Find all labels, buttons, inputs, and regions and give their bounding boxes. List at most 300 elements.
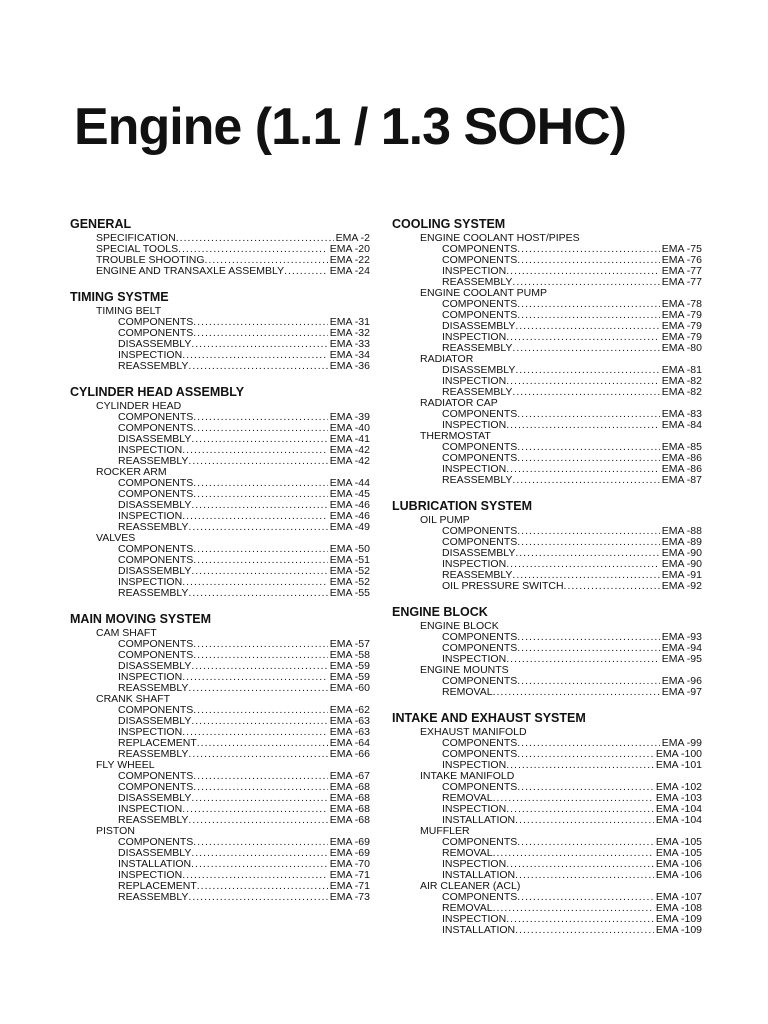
page-ref: EMA -107 <box>655 891 702 903</box>
dot-leader <box>506 376 660 387</box>
page-ref: EMA -70 <box>329 858 370 870</box>
entry-name: INSTALLATION <box>442 814 516 826</box>
entry-name: COMPONENTS <box>118 543 194 555</box>
entry-name: DISASSEMBLY <box>442 547 516 559</box>
entry-name: INSPECTION <box>442 558 507 570</box>
page-ref: EMA -106 <box>655 858 702 870</box>
dot-leader <box>193 639 327 650</box>
entry-name: REMOVAL <box>442 686 493 698</box>
toc-section <box>392 498 702 592</box>
page-ref: EMA -36 <box>329 360 370 372</box>
dot-leader <box>506 464 660 475</box>
toc-entry <box>118 588 370 599</box>
dot-leader <box>493 793 654 804</box>
dot-leader <box>188 361 327 372</box>
entry-name: COMPONENTS <box>118 488 194 500</box>
page-ref: EMA -46 <box>329 499 370 511</box>
dot-leader <box>188 749 327 760</box>
page-ref: EMA -87 <box>661 474 702 486</box>
dot-leader <box>506 859 654 870</box>
entry-name: COMPONENTS <box>442 441 518 453</box>
entry-name: INSTALLATION <box>118 858 192 870</box>
entry-name: COMPONENTS <box>442 781 518 793</box>
entry-name: COMPONENTS <box>118 781 194 793</box>
entry-name: COMPONENTS <box>118 422 194 434</box>
dot-leader <box>193 423 327 434</box>
page-ref: EMA -22 <box>329 254 370 266</box>
dot-leader <box>182 445 328 456</box>
toc-entry <box>442 815 702 826</box>
dot-leader <box>512 475 659 486</box>
page-ref: EMA -78 <box>661 298 702 310</box>
entry-name: COMPONENTS <box>442 675 518 687</box>
page-ref: EMA -95 <box>661 653 702 665</box>
entry-name: INSPECTION <box>442 419 507 431</box>
page-ref: EMA -68 <box>329 792 370 804</box>
entry-name: INSPECTION <box>442 803 507 815</box>
dot-leader <box>515 321 659 332</box>
page-ref: EMA -59 <box>329 660 370 672</box>
dot-leader <box>188 522 327 533</box>
entry-name: COMPONENTS <box>442 298 518 310</box>
subsection-title: VALVES <box>96 532 136 544</box>
entry-name: REASSEMBLY <box>442 276 513 288</box>
toc-entry <box>442 581 702 592</box>
page-ref: EMA -89 <box>661 536 702 548</box>
dot-leader <box>182 804 328 815</box>
toc-entry <box>118 361 370 372</box>
page-ref: EMA -79 <box>661 309 702 321</box>
page-ref: EMA -58 <box>329 649 370 661</box>
toc-entry <box>118 892 370 903</box>
entry-name: COMPONENTS <box>118 477 194 489</box>
page-ref: EMA -80 <box>661 342 702 354</box>
toc-column-right <box>392 216 702 948</box>
entry-name: COMPONENTS <box>118 327 194 339</box>
dot-leader <box>506 266 660 277</box>
page-ref: EMA -42 <box>329 444 370 456</box>
entry-name: COMPONENTS <box>442 737 518 749</box>
page-ref: EMA -69 <box>329 836 370 848</box>
toc-entry <box>118 815 370 826</box>
page-ref: EMA -75 <box>661 243 702 255</box>
entry-name: COMPONENTS <box>442 631 518 643</box>
page-ref: EMA -64 <box>329 737 370 749</box>
dot-leader <box>515 870 654 881</box>
dot-leader <box>188 815 327 826</box>
subsection-title: THERMOSTAT <box>420 430 491 442</box>
dot-leader <box>512 343 659 354</box>
toc-section <box>392 710 702 936</box>
subsection-title: RADIATOR CAP <box>420 397 498 409</box>
page-ref: EMA -63 <box>329 726 370 738</box>
page-ref: EMA -68 <box>329 781 370 793</box>
dot-leader <box>512 387 659 398</box>
page-ref: EMA -52 <box>329 565 370 577</box>
dot-leader <box>188 892 327 903</box>
entry-name: REASSEMBLY <box>118 587 189 599</box>
page-ref: EMA -79 <box>661 331 702 343</box>
entry-name: REPLACEMENT <box>118 880 197 892</box>
entry-name: DISASSEMBLY <box>118 338 192 350</box>
entry-name: COMPONENTS <box>118 704 194 716</box>
entry-name: COMPONENTS <box>118 316 194 328</box>
dot-leader <box>197 738 328 749</box>
page-ref: EMA -40 <box>329 422 370 434</box>
dot-leader <box>515 925 654 936</box>
page-ref: EMA -108 <box>655 902 702 914</box>
dot-leader <box>193 650 327 661</box>
entry-name: DISASSEMBLY <box>118 433 192 445</box>
dot-leader <box>517 676 659 687</box>
entry-name: SPECIAL TOOLS <box>96 243 179 255</box>
page-ref: EMA -85 <box>661 441 702 453</box>
page-ref: EMA -82 <box>661 375 702 387</box>
page-ref: EMA -39 <box>329 411 370 423</box>
section-title: CYLINDER HEAD ASSEMBLY <box>70 385 245 399</box>
subsection-title: ENGINE COOLANT HOST/PIPES <box>420 232 580 244</box>
page-ref: EMA -44 <box>329 477 370 489</box>
page-ref: EMA -88 <box>661 525 702 537</box>
dot-leader <box>493 687 660 698</box>
dot-leader <box>188 683 327 694</box>
section-title: MAIN MOVING SYSTEM <box>70 612 211 626</box>
entry-name: INSTALLATION <box>442 924 516 936</box>
dot-leader <box>506 332 660 343</box>
entry-name: COMPONENTS <box>442 452 518 464</box>
page-ref: EMA -90 <box>661 558 702 570</box>
subsection-title: TIMING BELT <box>96 305 162 317</box>
dot-leader <box>188 456 327 467</box>
entry-name: INSPECTION <box>442 265 507 277</box>
entry-name: INSPECTION <box>118 444 183 456</box>
page-ref: EMA -93 <box>661 631 702 643</box>
subsection-title: MUFFLER <box>420 825 470 837</box>
page-ref: EMA -101 <box>655 759 702 771</box>
dot-leader <box>182 672 328 683</box>
subsection-title: ENGINE COOLANT PUMP <box>420 287 547 299</box>
entry-name: INSPECTION <box>442 913 507 925</box>
page-ref: EMA -82 <box>661 386 702 398</box>
entry-name: REASSEMBLY <box>118 360 189 372</box>
dot-leader <box>506 760 654 771</box>
entry-name: INSPECTION <box>442 653 507 665</box>
entry-name: ENGINE AND TRANSAXLE ASSEMBLY <box>96 265 285 277</box>
page-ref: EMA -106 <box>655 869 702 881</box>
page-title: Engine (1.1 / 1.3 SOHC) <box>74 98 627 156</box>
page-ref: EMA -92 <box>661 580 702 592</box>
toc-entry <box>96 266 370 277</box>
page-ref: EMA -99 <box>661 737 702 749</box>
subsection-title: ROCKER ARM <box>96 466 167 478</box>
page-ref: EMA -90 <box>661 547 702 559</box>
entry-name: COMPONENTS <box>442 309 518 321</box>
entry-name: COMPONENTS <box>442 408 518 420</box>
page-ref: EMA -24 <box>329 265 370 277</box>
entry-name: COMPONENTS <box>118 770 194 782</box>
dot-leader <box>517 837 654 848</box>
page-ref: EMA -109 <box>655 913 702 925</box>
dot-leader <box>176 233 334 244</box>
toc-column-left <box>70 216 370 915</box>
entry-name: COMPONENTS <box>442 836 518 848</box>
page-ref: EMA -81 <box>661 364 702 376</box>
page-ref: EMA -71 <box>329 880 370 892</box>
entry-name: INSPECTION <box>442 759 507 771</box>
dot-leader <box>191 434 327 445</box>
dot-leader <box>191 716 327 727</box>
subsection-title: ENGINE BLOCK <box>420 620 499 632</box>
entry-name: INSPECTION <box>118 576 183 588</box>
entry-name: COMPONENTS <box>442 525 518 537</box>
subsection-title: AIR CLEANER (ACL) <box>420 880 521 892</box>
entry-name: INSPECTION <box>118 869 183 881</box>
page-ref: EMA -59 <box>329 671 370 683</box>
page-ref: EMA -34 <box>329 349 370 361</box>
dot-leader <box>517 255 659 266</box>
page-ref: EMA -50 <box>329 543 370 555</box>
entry-name: INSPECTION <box>118 510 183 522</box>
page-ref: EMA -105 <box>655 847 702 859</box>
dot-leader <box>193 544 327 555</box>
dot-leader <box>193 489 327 500</box>
dot-leader <box>517 409 659 420</box>
page-ref: EMA -69 <box>329 847 370 859</box>
dot-leader <box>191 793 327 804</box>
entry-name: COMPONENTS <box>442 254 518 266</box>
dot-leader <box>182 577 328 588</box>
page-ref: EMA -86 <box>661 463 702 475</box>
subsection-title: EXHAUST MANIFOLD <box>420 726 527 738</box>
subsection-title: OIL PUMP <box>420 514 470 526</box>
toc-entry <box>442 687 702 698</box>
toc-section <box>392 604 702 698</box>
entry-name: COMPONENTS <box>118 649 194 661</box>
page-ref: EMA -86 <box>661 452 702 464</box>
page-ref: EMA -32 <box>329 327 370 339</box>
subsection-title: CRANK SHAFT <box>96 693 171 705</box>
page-ref: EMA -73 <box>329 891 370 903</box>
page-ref: EMA -62 <box>329 704 370 716</box>
dot-leader <box>517 537 659 548</box>
entry-name: DISASSEMBLY <box>442 364 516 376</box>
page-ref: EMA -66 <box>329 748 370 760</box>
entry-name: REASSEMBLY <box>118 814 189 826</box>
dot-leader <box>182 870 328 881</box>
entry-name: COMPONENTS <box>118 554 194 566</box>
page-ref: EMA -105 <box>655 836 702 848</box>
page-ref: EMA -55 <box>329 587 370 599</box>
dot-leader <box>517 643 659 654</box>
entry-name: REASSEMBLY <box>442 569 513 581</box>
dot-leader <box>515 365 659 376</box>
entry-name: INSPECTION <box>442 331 507 343</box>
entry-name: DISASSEMBLY <box>442 320 516 332</box>
page-ref: EMA -31 <box>329 316 370 328</box>
dot-leader <box>515 548 659 559</box>
entry-name: COMPONENTS <box>442 748 518 760</box>
entry-name: REASSEMBLY <box>442 342 513 354</box>
dot-leader <box>193 771 327 782</box>
page-ref: EMA -77 <box>661 265 702 277</box>
section-title: ENGINE BLOCK <box>392 605 488 619</box>
dot-leader <box>191 859 328 870</box>
dot-leader <box>517 632 659 643</box>
page-ref: EMA -42 <box>329 455 370 467</box>
entry-name: DISASSEMBLY <box>118 660 192 672</box>
page-ref: EMA -109 <box>655 924 702 936</box>
entry-name: REASSEMBLY <box>118 748 189 760</box>
dot-leader <box>517 892 654 903</box>
dot-leader <box>182 727 328 738</box>
entry-name: COMPONENTS <box>442 891 518 903</box>
toc-section <box>70 611 370 903</box>
page-ref: EMA -71 <box>329 869 370 881</box>
entry-name: DISASSEMBLY <box>118 565 192 577</box>
dot-leader <box>182 350 328 361</box>
entry-name: INSPECTION <box>118 349 183 361</box>
subsection-title: ENGINE MOUNTS <box>420 664 509 676</box>
toc-section <box>70 216 370 277</box>
subsection-title: CYLINDER HEAD <box>96 400 182 412</box>
toc-section <box>392 216 702 486</box>
dot-leader <box>517 442 659 453</box>
entry-name: REMOVAL <box>442 847 493 859</box>
page-ref: EMA -79 <box>661 320 702 332</box>
entry-name: INSPECTION <box>118 803 183 815</box>
page-ref: EMA -33 <box>329 338 370 350</box>
page-ref: EMA -94 <box>661 642 702 654</box>
section-title: LUBRICATION SYSTEM <box>392 499 533 513</box>
section-title: COOLING SYSTEM <box>392 217 506 231</box>
entry-name: DISASSEMBLY <box>118 792 192 804</box>
page-ref: EMA -20 <box>329 243 370 255</box>
subsection-title: RADIATOR <box>420 353 474 365</box>
entry-name: COMPONENTS <box>118 411 194 423</box>
dot-leader <box>515 815 654 826</box>
dot-leader <box>517 453 659 464</box>
subsection-title: FLY WHEEL <box>96 759 155 771</box>
page-ref: EMA -96 <box>661 675 702 687</box>
page-ref: EMA -97 <box>661 686 702 698</box>
dot-leader <box>197 881 328 892</box>
page-ref: EMA -103 <box>655 792 702 804</box>
entry-name: DISASSEMBLY <box>118 499 192 511</box>
toc-entry <box>118 522 370 533</box>
section-title: GENERAL <box>70 217 132 231</box>
page-ref: EMA -83 <box>661 408 702 420</box>
toc-section <box>70 289 370 372</box>
entry-name: REMOVAL <box>442 902 493 914</box>
dot-leader <box>193 317 327 328</box>
dot-leader <box>517 244 659 255</box>
page-ref: EMA -104 <box>655 803 702 815</box>
page-ref: EMA -84 <box>661 419 702 431</box>
entry-name: TROUBLE SHOOTING <box>96 254 205 266</box>
dot-leader <box>517 782 654 793</box>
page-ref: EMA -67 <box>329 770 370 782</box>
section-title: INTAKE AND EXHAUST SYSTEM <box>392 711 586 725</box>
dot-leader <box>191 661 327 672</box>
subsection-title: INTAKE MANIFOLD <box>420 770 515 782</box>
dot-leader <box>182 511 328 522</box>
dot-leader <box>493 848 654 859</box>
dot-leader <box>191 500 327 511</box>
entry-name: INSPECTION <box>442 375 507 387</box>
dot-leader <box>191 848 327 859</box>
dot-leader <box>517 299 659 310</box>
entry-name: OIL PRESSURE SWITCH <box>442 580 564 592</box>
entry-name: INSPECTION <box>442 858 507 870</box>
entry-name: REASSEMBLY <box>118 455 189 467</box>
entry-name: INSPECTION <box>442 463 507 475</box>
subsection-title: PISTON <box>96 825 135 837</box>
dot-leader <box>506 914 654 925</box>
page-ref: EMA -49 <box>329 521 370 533</box>
entry-name: REPLACEMENT <box>118 737 197 749</box>
dot-leader <box>188 588 327 599</box>
dot-leader <box>193 837 327 848</box>
page-ref: EMA -100 <box>655 748 702 760</box>
toc-entry <box>442 475 702 486</box>
page-ref: EMA -77 <box>661 276 702 288</box>
dot-leader <box>191 339 327 350</box>
page-ref: EMA -104 <box>655 814 702 826</box>
dot-leader <box>193 782 327 793</box>
toc-entry <box>118 749 370 760</box>
dot-leader <box>193 412 327 423</box>
entry-name: REASSEMBLY <box>118 891 189 903</box>
dot-leader <box>193 705 327 716</box>
toc-entry <box>442 925 702 936</box>
dot-leader <box>517 310 659 321</box>
page-ref: EMA -46 <box>329 510 370 522</box>
entry-name: REMOVAL <box>442 792 493 804</box>
section-title: TIMING SYSTME <box>70 290 169 304</box>
dot-leader <box>517 526 659 537</box>
entry-name: SPECIFICATION <box>96 232 176 244</box>
page-ref: EMA -76 <box>661 254 702 266</box>
subsection-title: CAM SHAFT <box>96 627 157 639</box>
dot-leader <box>517 738 659 749</box>
entry-name: INSPECTION <box>118 726 183 738</box>
page-ref: EMA -68 <box>329 814 370 826</box>
entry-name: COMPONENTS <box>442 536 518 548</box>
entry-name: REASSEMBLY <box>442 474 513 486</box>
page-ref: EMA -57 <box>329 638 370 650</box>
page-ref: EMA -52 <box>329 576 370 588</box>
page-ref: EMA -68 <box>329 803 370 815</box>
dot-leader <box>506 559 660 570</box>
entry-name: COMPONENTS <box>442 243 518 255</box>
entry-name: COMPONENTS <box>442 642 518 654</box>
page-ref: EMA -51 <box>329 554 370 566</box>
page-ref: EMA -91 <box>661 569 702 581</box>
page-ref: EMA -41 <box>329 433 370 445</box>
page-ref: EMA -2 <box>335 232 370 244</box>
dot-leader <box>564 581 660 592</box>
dot-leader <box>506 420 660 431</box>
dot-leader <box>284 266 328 277</box>
dot-leader <box>191 566 327 577</box>
dot-leader <box>506 654 660 665</box>
entry-name: DISASSEMBLY <box>118 847 192 859</box>
toc-section <box>70 384 370 599</box>
dot-leader <box>193 555 327 566</box>
entry-name: DISASSEMBLY <box>118 715 192 727</box>
toc-entry <box>442 343 702 354</box>
entry-name: REASSEMBLY <box>118 682 189 694</box>
